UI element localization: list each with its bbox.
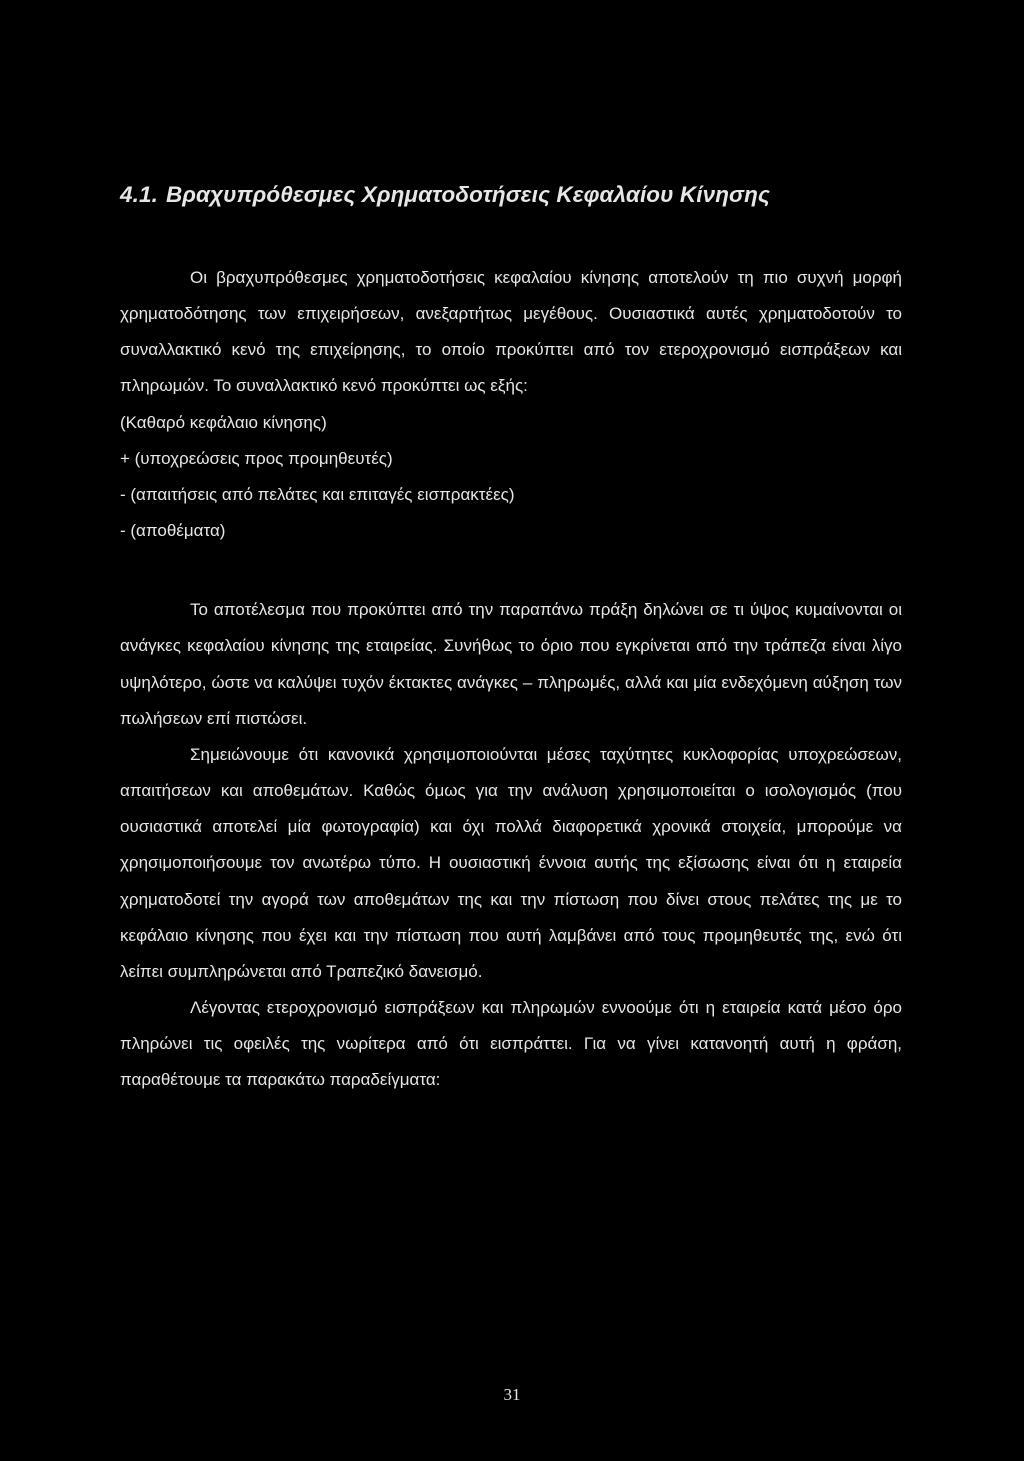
formula-line-1: (Καθαρό κεφάλαιο κίνησης) (120, 412, 327, 432)
intro-paragraph: Οι βραχυπρόθεσμες χρηματοδοτήσεις κεφαλαίου κίνησης αποτελούν τη πιο συχνή μορφή χρηματοδότησης των επιχειρήσεων, ανεξαρτήτως μεγέθους. Ουσιαστικά αυτές χρηματοδοτούν το συναλλακτικό κενό της επιχείρησης, το οποίο προκύπτει από τον ετεροχρονισμό εισπράξεων και πληρωμών. Το συναλλακτικό κενό προκύπτει ως εξής: (120, 268, 902, 396)
page-number: 31 (503, 1385, 521, 1404)
note-paragraph: Σημειώνουμε ότι κανονικά χρησιμοποιούνται μέσες ταχύτητες κυκλοφορίας υποχρεώσεων, απαιτήσεων και αποθεμάτων. Καθώς όμως για την ανάλυση χρησιμοποιείται ο ισολογισμός (που ουσιαστικά αποτελεί μία φωτογραφία) και όχι πολλά διαφορετικά χρονικά στοιχεία, μπορούμε να χρησιμοποιήσουμε τον ανωτέρω τύπο. Η ουσιαστική έννοια αυτής της εξίσωσης είναι ότι η εταιρεία χρηματοδοτεί την αγορά των αποθεμάτων της και την πίστωση που δίνει στους πελάτες της με το κεφάλαιο κίνησης που έχει και την πίστωση που αυτή λαμβάνει από τους προμηθευτές της, ενώ ότι λείπει συμπληρώνεται από Τραπεζικό δανεισμό. (120, 744, 902, 981)
formula-line-2: + (υποχρεώσεις προς προμηθευτές) (120, 448, 393, 468)
formula-line-4: - (αποθέματα) (120, 521, 226, 541)
result-paragraph: Το αποτέλεσμα που προκύπτει από την παραπάνω πράξη δηλώνει σε τι ύψος κυμαίνονται οι ανάγκες κεφαλαίου κίνησης της εταιρείας. Συνήθως το όριο που εγκρίνεται από την τράπεζα είναι λίγο υψηλότερο, ώστε να καλύψει τυχόν έκτακτες ανάγκες – πληρωμές, αλλά και μία ενδεχόμενη αύξηση των πωλήσεων επί πιστώσει. (120, 600, 902, 728)
paragraph-gap (120, 549, 902, 592)
section-number: 4.1. (120, 182, 158, 207)
section-title: Βραχυπρόθεσμες Χρηματοδοτήσεις Κεφαλαίου Κίνησης (165, 182, 770, 207)
formula-line-3: - (απαιτήσεις από πελάτες και επιταγές εισπρακτέες) (120, 484, 515, 504)
section-heading (120, 178, 920, 212)
closing-paragraph: Λέγοντας ετεροχρονισμό εισπράξεων και πληρωμών εννοούμε ότι η εταιρεία κατά μέσο όρο πληρώνει τις οφειλές της νωρίτερα από ότι εισπράττει. Για να γίνει κατανοητή αυτή η φράση, παραθέτουμε τα παρακάτω παραδείγματα: (120, 997, 902, 1090)
body-text (120, 260, 902, 1098)
